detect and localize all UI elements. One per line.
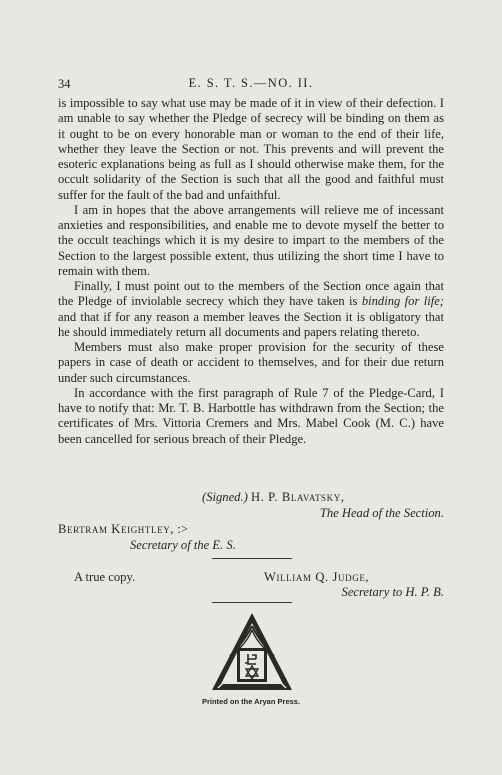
- paragraph-3-text-after: and that if for any reason a member leaves the Section it is obligatory that he should immediately return all documents and papers relating thereto.: [58, 309, 444, 339]
- attester-name-text: William Q. Judge,: [264, 570, 370, 584]
- attester-title: Secretary to H. P. B.: [341, 585, 444, 599]
- cosigner-name: Bertram Keightley,: [58, 522, 175, 536]
- paragraph-2: I am in hopes that the above arrangements will relieve me of incessant anxieties and responsibilities, and enable me to devote myself the better to the occult teachings which it is my desire to impart to the members of the Section to the largest possible extent, thus utilizing the short time I have to remain with them.: [58, 202, 444, 278]
- page-number: 34: [58, 77, 71, 91]
- paragraph-3-emphasis: binding for life;: [361, 294, 444, 309]
- journal-title: E. S. T. S.—NO. II.: [188, 76, 314, 90]
- body-text: [58, 96, 444, 447]
- imprint-text: Printed on the Aryan Press.: [201, 697, 301, 706]
- press-emblem-icon: [208, 610, 296, 694]
- signer-title: The Head of the Section.: [319, 506, 444, 520]
- signature-line: [202, 490, 345, 505]
- cosigner-title: Secretary of the E. S.: [130, 538, 236, 552]
- signer-name: H. P. Blavatsky,: [250, 490, 345, 504]
- divider-rule-lower: [212, 602, 292, 603]
- cosigner-mark: :>: [177, 522, 188, 536]
- paragraph-3-text-before: Finally, I must point out to the members of the Section once again that the Pledge of inviolable secrecy which they have taken is: [58, 279, 444, 309]
- paragraph-1: is impossible to say what use may be made of it in view of their defection. I am unable to say whether the Pledge of secrecy will be binding on them as it ought to be on every honorable man or woman to the end of their life, whether they leave the Section or not. This prevents and will prevent the esoteric explanations being as full as I should otherwise make them, for the occult solidarity of the Section is such that all the good and faithful must suffer for the fault of the bad and unfaithful.: [58, 96, 444, 202]
- paragraph-4: Members must also make proper provision for the security of these papers in case of death or accident to themselves, and for their due return under such circumstances.: [58, 340, 444, 385]
- true-copy-label: A true copy.: [74, 570, 136, 584]
- running-head: [58, 76, 444, 94]
- cosigner-line: [58, 522, 188, 537]
- paragraph-5: In accordance with the first paragraph of Rule 7 of the Pledge-Card, I have to notify that: Mr. T. B. Harbottle has withdrawn from the Section; the certificates of Mrs. Vittoria Cremers and Mrs. Mabel Cook (M. C.) have been cancelled for serious breach of their Pledge.: [58, 385, 444, 446]
- paragraph-3: [58, 279, 444, 340]
- divider-rule: [212, 558, 292, 559]
- attester-name: [264, 570, 369, 585]
- signed-label: (Signed.): [202, 490, 248, 504]
